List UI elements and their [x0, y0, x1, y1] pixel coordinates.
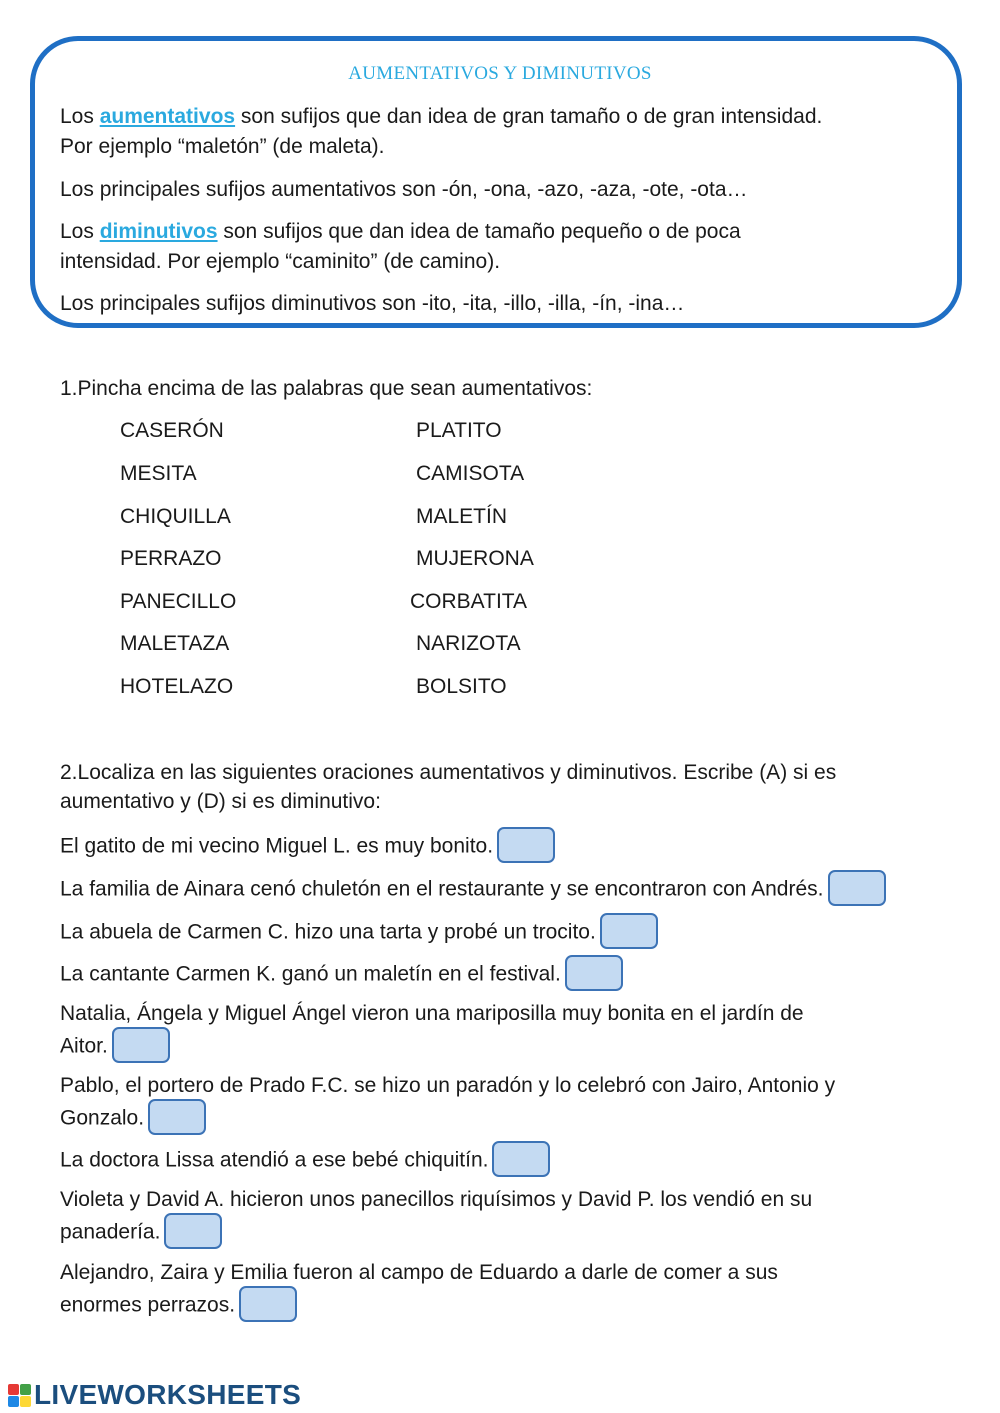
dim-suffixes: Los principales sufijos diminutivos son -ito, -ita, -illo, -illa, -ín, -ina… — [60, 292, 685, 315]
sentence-5-line1: Natalia, Ángela y Miguel Ángel vieron una mariposilla muy bonita en el jardín de — [60, 1002, 804, 1025]
answer-box[interactable] — [148, 1099, 206, 1135]
word-option[interactable]: CASERÓN — [120, 419, 224, 442]
sentence-6-line2: Gonzalo. — [60, 1101, 206, 1137]
footer-brand — [8, 1380, 301, 1410]
answer-box[interactable] — [497, 827, 555, 863]
aug-suffixes: Los principales sufijos aumentativos son -ón, -ona, -azo, -aza, -ote, -ota… — [60, 178, 748, 201]
word-option[interactable]: MESITA — [120, 462, 197, 485]
word-option[interactable]: CORBATITA — [410, 590, 528, 613]
dim-keyword: diminutivos — [99, 220, 218, 243]
liveworksheets-logo-icon — [8, 1384, 31, 1407]
sentence-7: La doctora Lissa atendió a ese bebé chiquitín. — [60, 1143, 550, 1179]
worksheet-title: AUMENTATIVOS Y DIMINUTIVOS — [348, 63, 652, 84]
word-option[interactable]: PLATITO — [416, 419, 502, 442]
exercise2-instruction-line2: aumentativo y (D) si es diminutivo: — [60, 790, 381, 813]
word-option[interactable]: PANECILLO — [120, 590, 237, 613]
answer-box[interactable] — [164, 1213, 222, 1249]
aug-definition-line1: Los aumentativos son sufijos que dan idea de gran tamaño o de gran intensidad. — [60, 105, 823, 128]
dim-definition-line2: intensidad. Por ejemplo “caminito” (de camino). — [60, 250, 501, 273]
sentence-5-line2: Aitor. — [60, 1029, 170, 1065]
aug-definition-line2: Por ejemplo “maletón” (de maleta). — [60, 135, 385, 158]
answer-box[interactable] — [239, 1286, 297, 1322]
word-option[interactable]: CAMISOTA — [416, 462, 525, 485]
word-option[interactable]: HOTELAZO — [120, 675, 234, 698]
word-option[interactable]: NARIZOTA — [416, 632, 521, 655]
answer-box[interactable] — [492, 1141, 550, 1177]
word-option[interactable]: CHIQUILLA — [120, 505, 231, 528]
sentence-3: La abuela de Carmen C. hizo una tarta y probé un trocito. — [60, 915, 658, 951]
sentence-4: La cantante Carmen K. ganó un maletín en el festival. — [60, 957, 623, 993]
word-option[interactable]: MUJERONA — [416, 547, 534, 570]
sentence-9-line1: Alejandro, Zaira y Emilia fueron al campo de Eduardo a darle de comer a sus — [60, 1261, 778, 1284]
word-option[interactable]: BOLSITO — [416, 675, 507, 698]
exercise2-instruction-line1: 2.Localiza en las siguientes oraciones aumentativos y diminutivos. Escribe (A) si es — [60, 761, 837, 784]
aug-keyword: aumentativos — [99, 105, 236, 128]
dim-definition-line1: Los diminutivos son sufijos que dan idea de tamaño pequeño o de poca — [60, 220, 741, 243]
sentence-1: El gatito de mi vecino Miguel L. es muy bonito. — [60, 829, 555, 865]
sentence-9-line2: enormes perrazos. — [60, 1288, 297, 1324]
sentence-6-line1: Pablo, el portero de Prado F.C. se hizo un paradón y lo celebró con Jairo, Antonio y — [60, 1074, 836, 1097]
brand-name: LIVEWORKSHEETS — [34, 1379, 302, 1410]
answer-box[interactable] — [828, 870, 886, 906]
word-option[interactable]: PERRAZO — [120, 547, 222, 570]
answer-box[interactable] — [600, 913, 658, 949]
answer-box[interactable] — [565, 955, 623, 991]
answer-box[interactable] — [112, 1027, 170, 1063]
sentence-8-line2: panadería. — [60, 1215, 222, 1251]
word-option[interactable]: MALETÍN — [416, 505, 508, 528]
word-option[interactable]: MALETAZA — [120, 632, 230, 655]
sentence-2: La familia de Ainara cenó chuletón en el restaurante y se encontraron con Andrés. — [60, 872, 886, 908]
exercise1-instruction: 1.Pincha encima de las palabras que sean aumentativos: — [60, 377, 593, 400]
sentence-8-line1: Violeta y David A. hicieron unos panecillos riquísimos y David P. los vendió en su — [60, 1188, 813, 1211]
